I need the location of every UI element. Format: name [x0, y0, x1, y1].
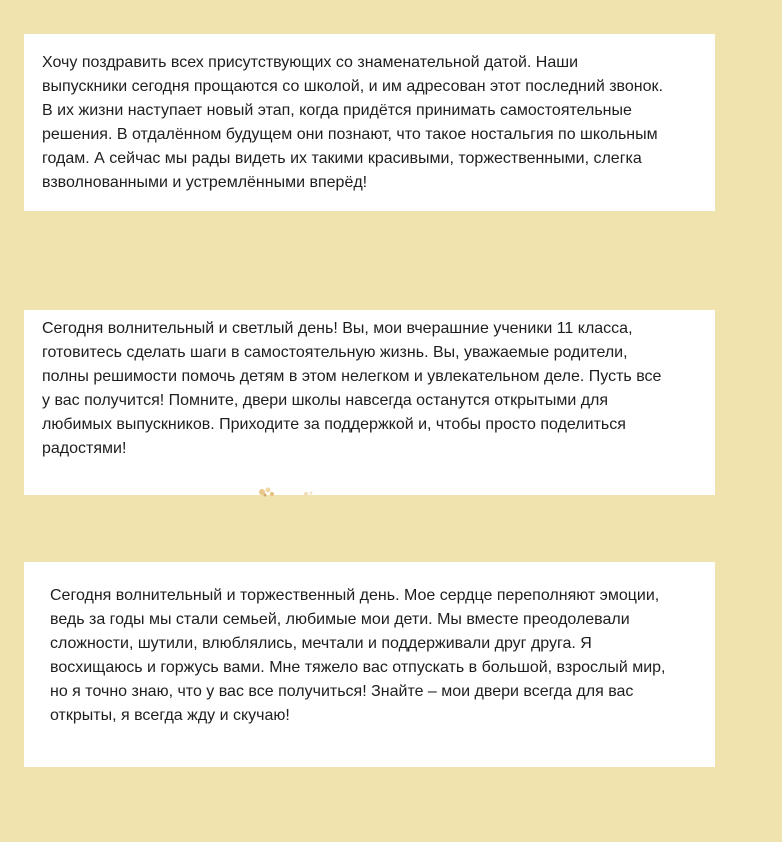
greeting-card	[24, 34, 715, 211]
greeting-text: Сегодня волнительный и светлый день! Вы, мои вчерашние ученики 11 класса, готовитесь сделать шаги в самостоятельную жизнь. Вы, уважаемые родители, полны решимости помочь детям в этом нелегком и увлекательном деле. Пусть все у вас получится! Помните, двери школы навсегда останутся открытыми для любимых выпускников. Приходите за поддержкой и, чтобы просто поделиться радостями!	[42, 320, 662, 457]
flower-decoration	[248, 484, 328, 498]
greeting-card	[24, 310, 715, 495]
greeting-text: Хочу поздравить всех присутствующих со знаменательной датой. Наши выпускники сегодня прощаются со школой, и им адресован этот последний звонок. В их жизни наступает новый этап, когда придётся принимать самостоятельные решения. В отдалённом будущем они познают, что такое ностальгия по школьным годам. А сейчас мы рады видеть их такими красивыми, торжественными, слегка взволнованными и устремлёнными вперёд!	[42, 54, 663, 191]
greeting-card	[24, 562, 715, 767]
greeting-text: Сегодня волнительный и торжественный день. Мое сердце переполняют эмоции, ведь за годы мы стали семьей, любимые мои дети. Мы вместе преодолевали сложности, шутили, влюблялись, мечтали и поддерживали друг друга. Я восхищаюсь и горжусь вами. Мне тяжело вас отпускать в большой, взрослый мир, но я точно знаю, что у вас все получиться! Знайте – мои двери всегда для вас открыты, я всегда жду и скучаю!	[50, 587, 666, 724]
